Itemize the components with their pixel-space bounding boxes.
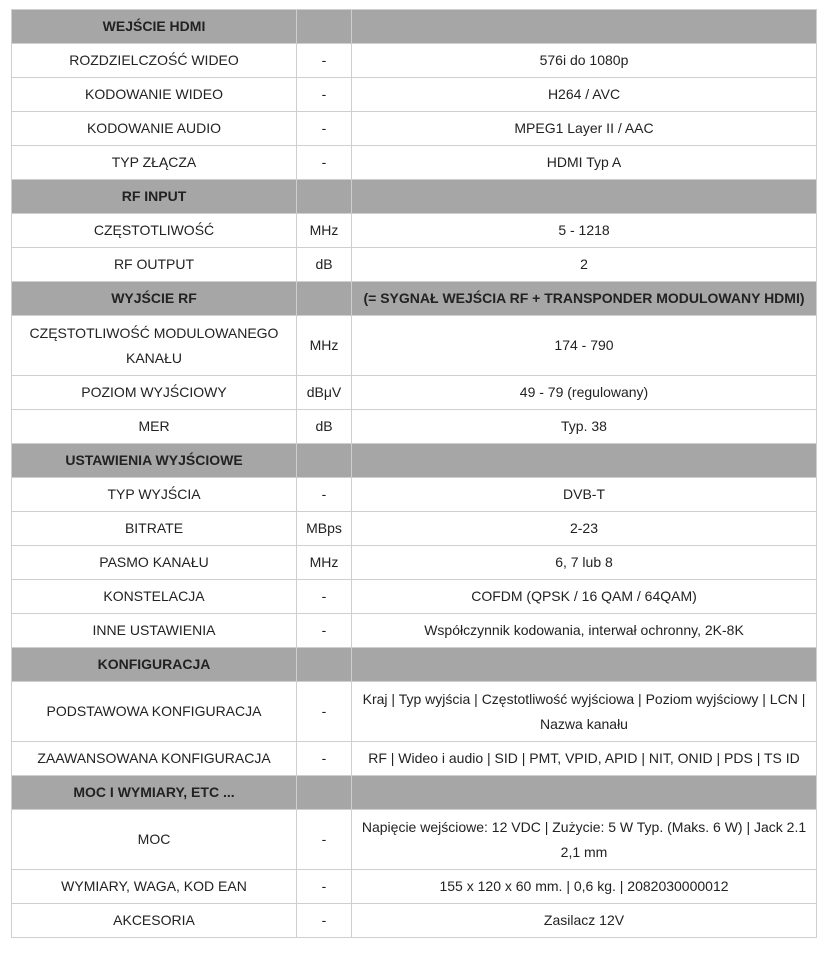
section-header-spacer (297, 282, 352, 316)
spec-value: COFDM (QPSK / 16 QAM / 64QAM) (352, 580, 817, 614)
spec-unit: MHz (297, 546, 352, 580)
spec-label: CZĘSTOTLIWOŚĆ MODULOWANEGO KANAŁU (12, 316, 297, 376)
spec-label: TYP ZŁĄCZA (12, 146, 297, 180)
spec-unit: MBps (297, 512, 352, 546)
spec-label: ROZDZIELCZOŚĆ WIDEO (12, 44, 297, 78)
spec-unit: - (297, 904, 352, 938)
spec-row (12, 682, 817, 742)
section-subtitle (352, 776, 817, 810)
spec-row (12, 248, 817, 282)
spec-row (12, 742, 817, 776)
section-header (12, 180, 817, 214)
section-title: WYJŚCIE RF (12, 282, 297, 316)
spec-row (12, 44, 817, 78)
spec-row (12, 614, 817, 648)
spec-label: PODSTAWOWA KONFIGURACJA (12, 682, 297, 742)
spec-label: KONSTELACJA (12, 580, 297, 614)
section-title: KONFIGURACJA (12, 648, 297, 682)
spec-label: MER (12, 410, 297, 444)
spec-unit: - (297, 580, 352, 614)
spec-label: RF OUTPUT (12, 248, 297, 282)
spec-value: Napięcie wejściowe: 12 VDC | Zużycie: 5 W Typ. (Maks. 6 W) | Jack 2.1 2,1 mm (352, 810, 817, 870)
spec-label: AKCESORIA (12, 904, 297, 938)
spec-unit: - (297, 112, 352, 146)
spec-unit: MHz (297, 316, 352, 376)
spec-value: DVB-T (352, 478, 817, 512)
spec-label: ZAAWANSOWANA KONFIGURACJA (12, 742, 297, 776)
spec-value: 49 - 79 (regulowany) (352, 376, 817, 410)
spec-row (12, 78, 817, 112)
spec-unit: MHz (297, 214, 352, 248)
spec-value: HDMI Typ A (352, 146, 817, 180)
spec-label: POZIOM WYJŚCIOWY (12, 376, 297, 410)
spec-label: INNE USTAWIENIA (12, 614, 297, 648)
section-subtitle: (= SYGNAŁ WEJŚCIA RF + TRANSPONDER MODULOWANY HDMI) (352, 282, 817, 316)
section-header-spacer (297, 776, 352, 810)
spec-value: Kraj | Typ wyjścia | Częstotliwość wyjściowa | Poziom wyjściowy | LCN | Nazwa kanału (352, 682, 817, 742)
spec-unit: - (297, 742, 352, 776)
section-header-spacer (297, 10, 352, 44)
section-title: RF INPUT (12, 180, 297, 214)
spec-label: WYMIARY, WAGA, KOD EAN (12, 870, 297, 904)
section-header (12, 648, 817, 682)
spec-row (12, 904, 817, 938)
section-header (12, 282, 817, 316)
spec-value: H264 / AVC (352, 78, 817, 112)
section-title: MOC I WYMIARY, ETC ... (12, 776, 297, 810)
spec-value: 5 - 1218 (352, 214, 817, 248)
spec-unit: - (297, 614, 352, 648)
section-header-spacer (297, 648, 352, 682)
spec-label: KODOWANIE AUDIO (12, 112, 297, 146)
spec-value: MPEG1 Layer II / AAC (352, 112, 817, 146)
spec-row (12, 810, 817, 870)
spec-row (12, 410, 817, 444)
spec-row (12, 214, 817, 248)
spec-row (12, 316, 817, 376)
spec-value: 576i do 1080p (352, 44, 817, 78)
spec-value: 6, 7 lub 8 (352, 546, 817, 580)
spec-table (11, 9, 817, 938)
section-header (12, 10, 817, 44)
spec-row (12, 478, 817, 512)
spec-value: 155 x 120 x 60 mm. | 0,6 kg. | 2082030000012 (352, 870, 817, 904)
spec-unit: dB (297, 410, 352, 444)
spec-label: PASMO KANAŁU (12, 546, 297, 580)
spec-value: 2-23 (352, 512, 817, 546)
spec-row (12, 376, 817, 410)
spec-row (12, 512, 817, 546)
spec-value: 174 - 790 (352, 316, 817, 376)
spec-unit: - (297, 44, 352, 78)
section-header (12, 776, 817, 810)
spec-label: CZĘSTOTLIWOŚĆ (12, 214, 297, 248)
spec-unit: - (297, 146, 352, 180)
spec-value: 2 (352, 248, 817, 282)
spec-row (12, 870, 817, 904)
spec-unit: - (297, 78, 352, 112)
spec-unit: - (297, 810, 352, 870)
spec-value: Zasilacz 12V (352, 904, 817, 938)
section-title: WEJŚCIE HDMI (12, 10, 297, 44)
spec-row (12, 146, 817, 180)
spec-row (12, 112, 817, 146)
spec-unit: - (297, 682, 352, 742)
section-header-spacer (297, 180, 352, 214)
section-title: USTAWIENIA WYJŚCIOWE (12, 444, 297, 478)
spec-row (12, 580, 817, 614)
section-subtitle (352, 444, 817, 478)
spec-label: TYP WYJŚCIA (12, 478, 297, 512)
spec-label: MOC (12, 810, 297, 870)
spec-value: RF | Wideo i audio | SID | PMT, VPID, APID | NIT, ONID | PDS | TS ID (352, 742, 817, 776)
section-header-spacer (297, 444, 352, 478)
spec-value: Typ. 38 (352, 410, 817, 444)
spec-row (12, 546, 817, 580)
section-subtitle (352, 10, 817, 44)
spec-label: KODOWANIE WIDEO (12, 78, 297, 112)
spec-unit: dB (297, 248, 352, 282)
section-subtitle (352, 180, 817, 214)
spec-label: BITRATE (12, 512, 297, 546)
spec-unit: dBμV (297, 376, 352, 410)
section-header (12, 444, 817, 478)
spec-value: Współczynnik kodowania, interwał ochronny, 2K-8K (352, 614, 817, 648)
spec-unit: - (297, 870, 352, 904)
section-subtitle (352, 648, 817, 682)
spec-unit: - (297, 478, 352, 512)
